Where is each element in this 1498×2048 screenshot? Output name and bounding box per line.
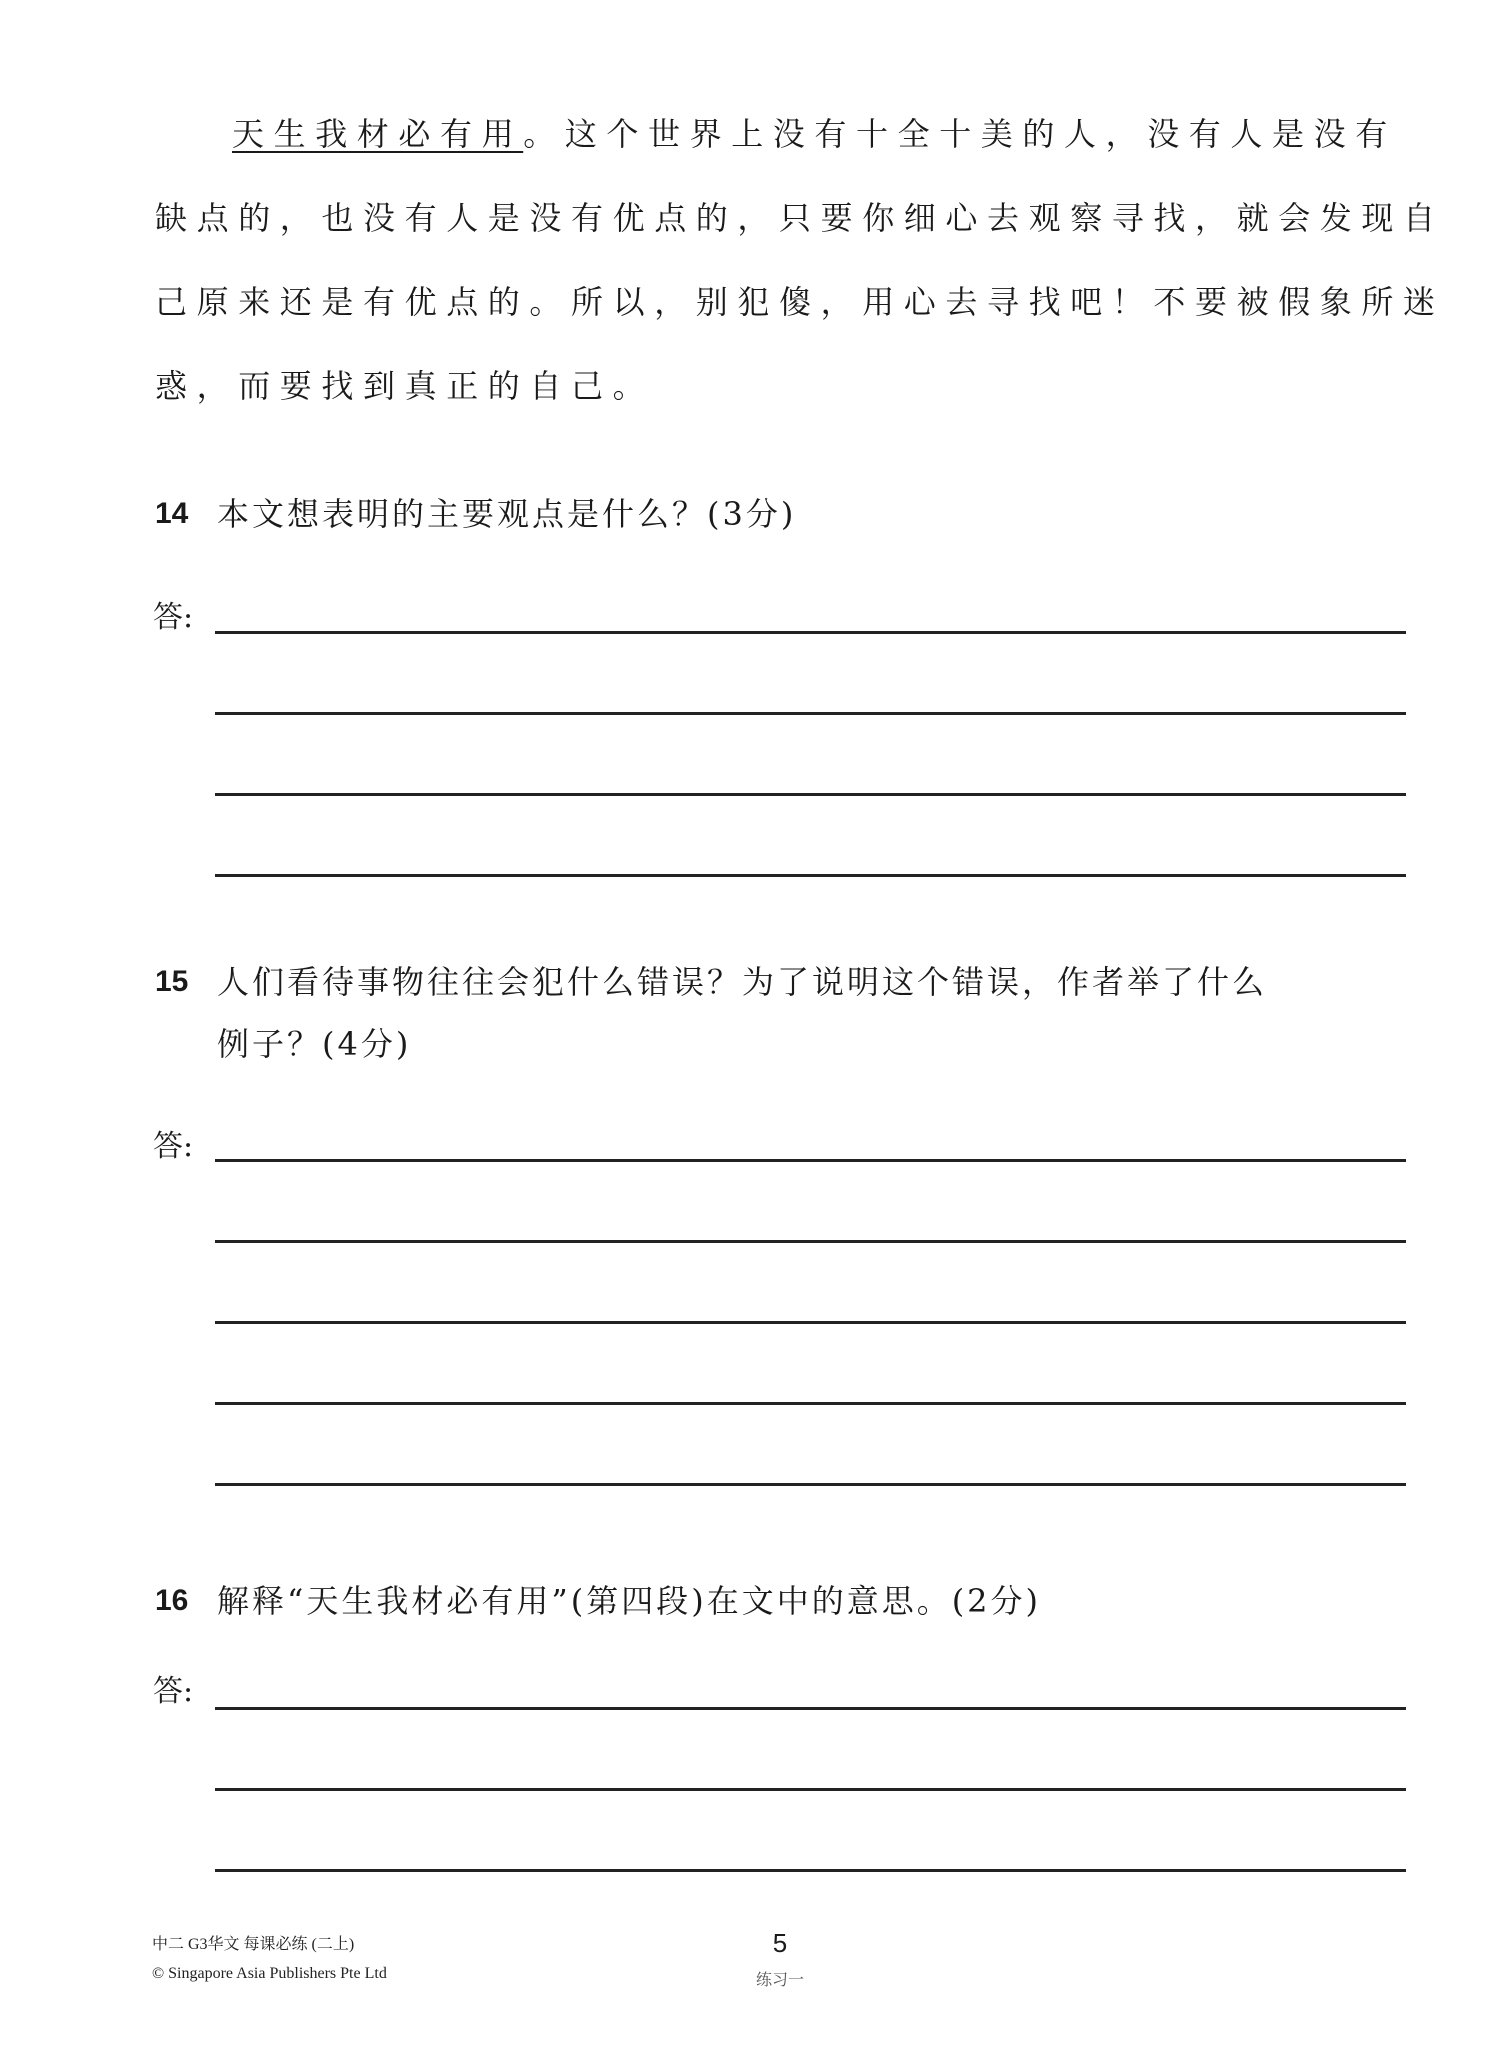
page-number: 5 [772,1928,788,1958]
answer-line[interactable] [215,1402,1406,1405]
answer-line[interactable] [215,1159,1406,1162]
answer-label: 答: [153,1674,194,1709]
passage-line-2: 缺点的，也没有人是没有优点的，只要你细心去观察寻找，就会发现自 [155,199,1445,237]
question-text-line-1: 人们看待事物往往会犯什么错误？为了说明这个错误，作者举了什么 [217,963,1268,1001]
answer-label: 答: [153,1129,194,1164]
question-text-line-2: 例子？(4分) [217,1025,412,1063]
passage-line-1 [232,114,1397,154]
answer-line[interactable] [215,1483,1406,1486]
answer-line[interactable] [215,1869,1406,1872]
underlined-phrase: 天生我材必有用 [232,115,524,153]
answer-line[interactable] [215,1788,1406,1791]
question-text: 本文想表明的主要观点是什么？(3分) [217,495,797,533]
answer-label: 答: [153,600,194,635]
question-text: 解释“天生我材必有用”(第四段)在文中的意思。(2分) [217,1582,1042,1620]
passage-line-4: 惑，而要找到真正的自己。 [155,367,655,405]
answer-line[interactable] [215,1240,1406,1243]
question-number: 16 [155,1584,189,1617]
question-number: 14 [155,497,189,530]
answer-line[interactable] [215,631,1406,634]
book-title: 中二 G3华文 每课必练 (二上) [152,1936,355,1953]
passage-line-1-rest: 。这个世界上没有十全十美的人，没有人是没有 [523,115,1397,153]
answer-line[interactable] [215,1321,1406,1324]
section-label: 练习一 [755,1970,804,1989]
question-number: 15 [155,965,189,998]
answer-line[interactable] [215,874,1406,877]
answer-line[interactable] [215,793,1406,796]
answer-line[interactable] [215,1707,1406,1710]
answer-line[interactable] [215,712,1406,715]
copyright: © Singapore Asia Publishers Pte Ltd [152,1965,387,1982]
passage-line-3: 己原来还是有优点的。所以，别犯傻，用心去寻找吧！不要被假象所迷 [155,283,1445,321]
